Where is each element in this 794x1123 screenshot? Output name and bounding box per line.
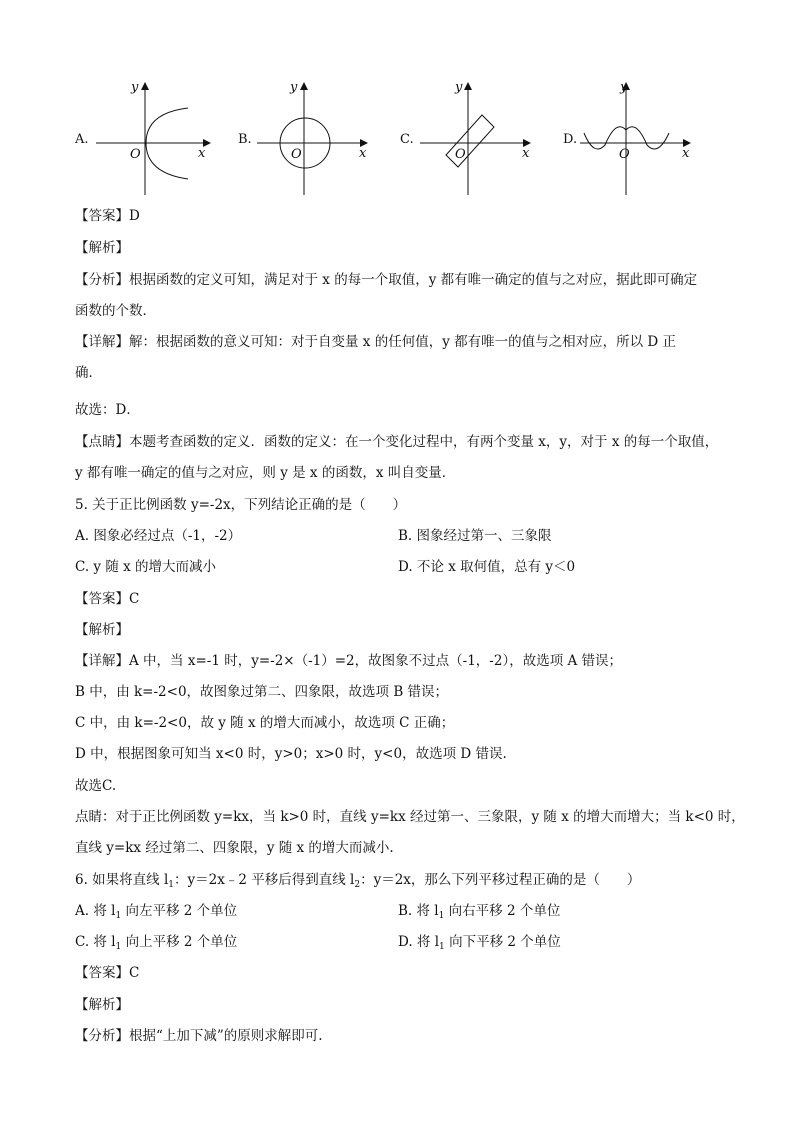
axis-x-label: x: [359, 146, 367, 161]
q6-option-c-text-2: 向上平移 2 个单位: [121, 934, 238, 950]
graph-a: [92, 75, 222, 200]
q5-option-c: C. y 随 x 的增大而减小: [75, 559, 217, 575]
graph-b: [255, 75, 375, 200]
q5-choose: 故选C.: [75, 778, 117, 794]
q4-analysis-title: 【解析】: [75, 240, 129, 256]
q5-analysis-title: 【解析】: [75, 622, 129, 638]
q5-detail-2: B 中，由 k=-2<0，故图象过第二、四象限，故选项 B 错误；: [75, 684, 449, 700]
q6-stem: [75, 870, 640, 895]
q6-option-d-text: D. 将 l: [398, 934, 440, 950]
q5-detail-4: D 中，根据图象可知当 x<0 时，y>0；x>0 时，y<0，故选项 D 错误.: [75, 746, 507, 762]
q6-option-c: [75, 932, 237, 957]
origin-label: O: [455, 147, 466, 162]
subscript: 1: [115, 911, 122, 921]
q5-tip-1: 点睛：对于正比例函数 y=kx，当 k>0 时，直线 y=kx 经过第一、三象限，y 随 x 的增大而增大；当 k<0 时，: [75, 809, 745, 825]
origin-label: O: [130, 147, 141, 162]
q6-answer: 【答案】C: [75, 965, 140, 981]
q5-detail-3: C 中，由 k=-2<0，故 y 随 x 的增大而减小，故选项 C 正确；: [75, 715, 455, 731]
q4-xiangjie: 【详解】解：根据函数的意义可知：对于自变量 x 的任何值，y 都有唯一的值与之相对应，所以 D 正: [75, 334, 677, 350]
option-d-label: D.: [563, 132, 578, 147]
subscript-1: 1: [168, 880, 175, 890]
q6-option-b-text-2: 向右平移 2 个单位: [444, 903, 561, 919]
q5-stem: 5. 关于正比例函数 y=-2x，下列结论正确的是（ ）: [75, 497, 407, 513]
q5-detail-1: 【详解】A 中，当 x=-1 时，y=-2×（-1）=2，故图象不过点（-1，-2），故选项 A 错误；: [75, 653, 623, 669]
q4-choose: 故选：D．: [75, 402, 140, 418]
q4-dianjing-cont: y 都有唯一确定的值与之对应，则 y 是 x 的函数，x 叫自变量．: [75, 465, 456, 481]
q6-option-a-text-2: 向左平移 2 个单位: [121, 903, 238, 919]
q6-fenxi: 【分析】根据“上加下减”的原则求解即可.: [75, 1028, 323, 1044]
option-a-label: A.: [75, 132, 89, 147]
graph-d: [578, 75, 698, 200]
subscript: 1: [438, 911, 445, 921]
q6-option-d-text-2: 向下平移 2 个单位: [444, 934, 561, 950]
option-b-label: B.: [238, 132, 252, 147]
q6-option-a-text: A. 将 l: [75, 903, 116, 919]
subscript: 1: [439, 942, 445, 952]
q6-stem-part-2: ：y＝2x﹣2 平移后得到直线 l: [174, 872, 355, 888]
q4-dianjing: 【点睛】本题考查函数的定义．函数的定义：在一个变化过程中，有两个变量 x，y，对于 x 的每一个取值，: [75, 434, 719, 450]
q6-stem-part-1: 6. 如果将直线 l: [75, 872, 169, 888]
subscript-2: 2: [354, 880, 361, 890]
axis-x-label: x: [682, 146, 690, 161]
q4-fenxi: 【分析】根据函数的定义可知，满足对于 x 的每一个取值，y 都有唯一确定的值与之对应，据此即可确定: [75, 272, 698, 288]
option-c-label: C.: [400, 132, 414, 147]
q4-xiangjie-cont: 确．: [75, 365, 102, 381]
origin-label: O: [619, 147, 630, 162]
origin-label: O: [291, 147, 302, 162]
q6-option-d: [398, 932, 561, 957]
q6-analysis-title: 【解析】: [75, 997, 129, 1013]
q5-option-b: B. 图象经过第一、三象限: [398, 528, 552, 544]
q6-option-b-text: B. 将 l: [398, 903, 439, 919]
subscript: 1: [115, 942, 122, 952]
q6-option-c-text: C. 将 l: [75, 934, 116, 950]
q5-tip-2: 直线 y=kx 经过第二、四象限，y 随 x 的增大而减小.: [75, 840, 394, 856]
q5-option-d: D. 不论 x 取何值，总有 y＜0: [398, 559, 576, 575]
q6-stem-part-3: ：y＝2x，那么下列平移过程正确的是（ ）: [360, 872, 641, 888]
q6-option-a: [75, 901, 237, 926]
q4-fenxi-cont: 函数的个数．: [75, 303, 156, 319]
q5-option-a: A. 图象必经过点（-1，-2）: [75, 528, 242, 544]
q5-answer: 【答案】C: [75, 591, 140, 607]
axis-y-label: y: [620, 80, 628, 95]
axis-y-label: y: [131, 80, 139, 95]
q4-answer: 【答案】D: [75, 208, 140, 224]
axis-y-label: y: [290, 80, 298, 95]
axis-x-label: x: [198, 146, 206, 161]
q6-option-b: [398, 901, 560, 926]
axis-y-label: y: [455, 80, 463, 95]
graph-c: [418, 75, 538, 200]
axis-x-label: x: [522, 146, 530, 161]
